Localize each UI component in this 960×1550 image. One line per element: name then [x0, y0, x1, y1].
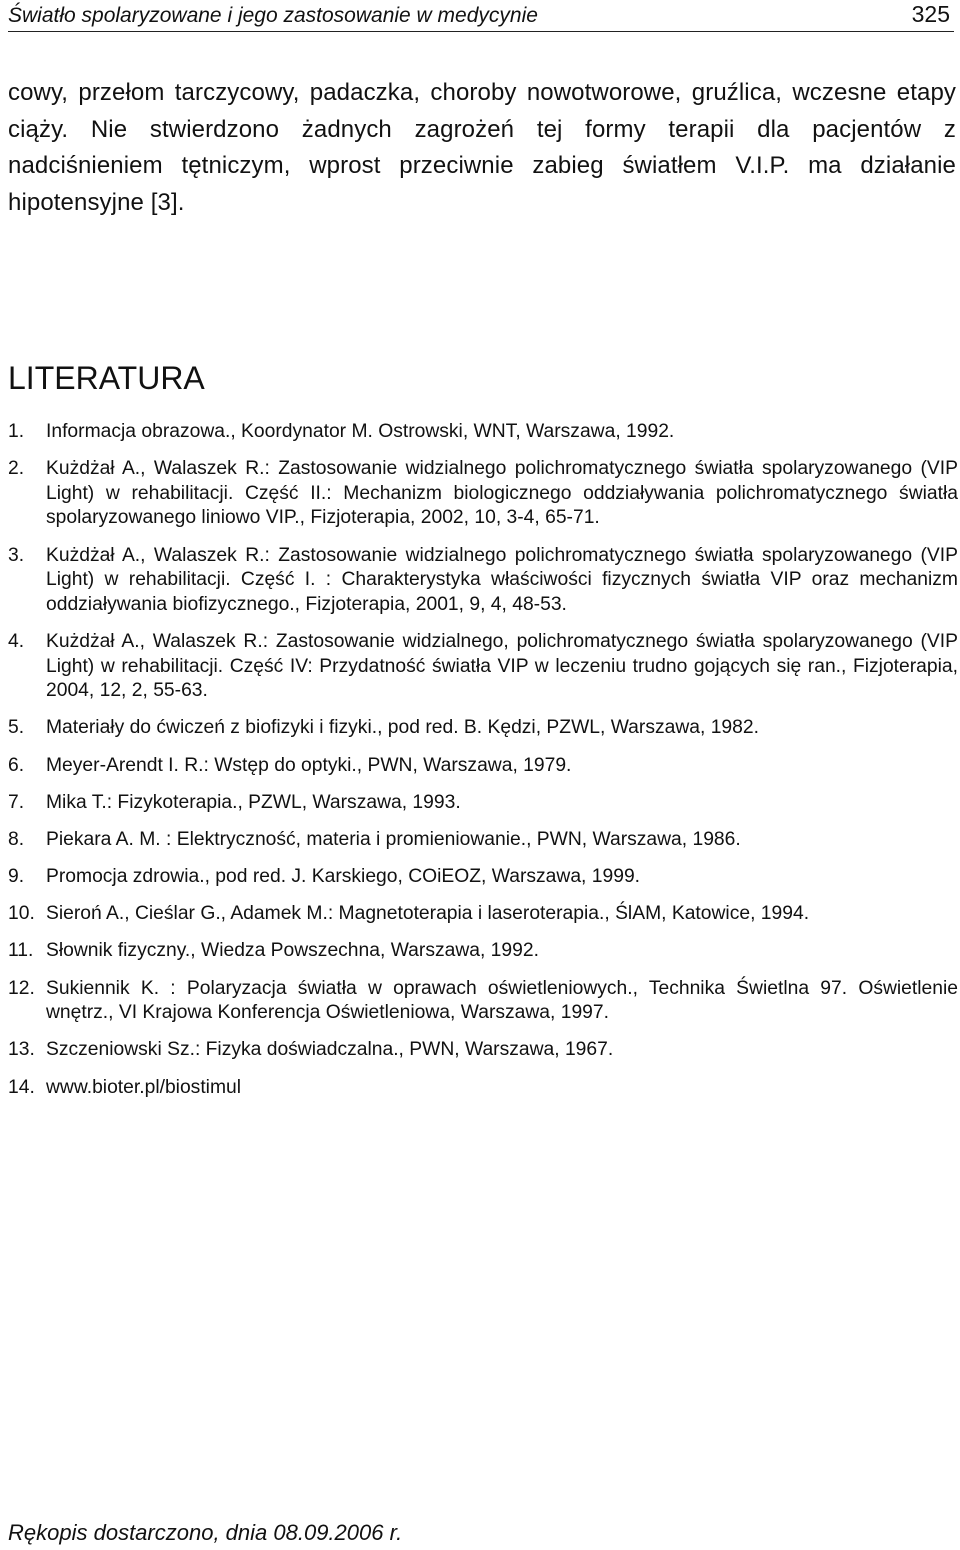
- reference-number: 6.: [8, 754, 25, 776]
- reference-item: [8, 420, 958, 445]
- reference-text: Szczeniowski Sz.: Fizyka doświadczalna., PWN, Warszawa, 1967.: [46, 1039, 614, 1061]
- reference-text: Mika T.: Fizykoterapia., PZWL, Warszawa, 1993.: [46, 791, 461, 813]
- running-title: Światło spolaryzowane i jego zastosowanie w medycynie: [8, 4, 538, 27]
- reference-number: 9.: [8, 866, 25, 888]
- reference-text: Piekara A. M. : Elektryczność, materia i promieniowanie., PWN, Warszawa, 1986.: [46, 828, 741, 850]
- reference-item: [8, 865, 958, 890]
- reference-number: 3.: [8, 544, 25, 566]
- reference-text: Kużdżał A., Walaszek R.: Zastosowanie widzialnego polichromatycznego światła spolaryzowanego (VIP Light) w rehabilitacji. Część II.: Mechanizm biologicznego oddziaływania polichromatycznego światła spolaryzowanego liniowo VIP., Fizjoterapia, 2002, 10, 3-4, 65-71.: [46, 458, 958, 529]
- reference-item: [8, 939, 958, 964]
- reference-text: Kużdżał A., Walaszek R.: Zastosowanie widzialnego polichromatycznego światła spolaryzowanego (VIP Light) w rehabilitacji. Część I. : Charakterystyka właściwości fizycznych światła VIP oraz mechanizm oddziaływania biofizycznego., Fizjoterapia, 2001, 9, 4, 48-53.: [46, 544, 958, 615]
- reference-number: 10.: [8, 903, 35, 925]
- references-list: [8, 420, 958, 1113]
- reference-item: [8, 1076, 958, 1101]
- reference-item: [8, 828, 958, 853]
- page-header: [8, 0, 952, 30]
- body-paragraph: cowy, przełom tarczycowy, padaczka, choroby nowotworowe, gruźlica, wczesne etapy ciąży. Nie stwierdzono żadnych zagrożeń tej formy terapii dla pacjentów z nadciśnieniem tętniczym, wprost przeciwnie zabieg światłem V.I.P. ma działanie hipotensyjne [3].: [8, 79, 956, 216]
- reference-text: Sieroń A., Cieślar G., Adamek M.: Magnetoterapia i laseroterapia., ŚlAM, Katowice, 1994.: [46, 903, 810, 925]
- reference-item: [8, 791, 958, 816]
- reference-item: [8, 977, 958, 1026]
- reference-number: 1.: [8, 421, 25, 442]
- header-rule: [8, 31, 954, 32]
- page-number: 325: [911, 1, 950, 27]
- reference-item: [8, 544, 958, 618]
- reference-number: 12.: [8, 977, 35, 999]
- reference-text: www.bioter.pl/biostimul: [46, 1076, 242, 1098]
- reference-text: Słownik fizyczny., Wiedza Powszechna, Warszawa, 1992.: [46, 940, 539, 962]
- reference-text: Kużdżał A., Walaszek R.: Zastosowanie widzialnego, polichromatycznego światła spolaryzowanego (VIP Light) w rehabilitacji. Część IV: Przydatność światła VIP w leczeniu trudno gojących się ran., Fizjoterapia, 2004, 12, 2, 55-63.: [46, 630, 958, 702]
- reference-number: 5.: [8, 717, 25, 739]
- reference-number: 11.: [8, 940, 34, 962]
- references-heading: LITERATURA: [8, 360, 205, 396]
- reference-text: Sukiennik K. : Polaryzacja światła w oprawach oświetleniowych., Technika Świetlna 97. Oświetlenie wnętrz., VI Krajowa Konferencja Oświetleniowa, Warszawa, 1997.: [46, 977, 958, 1024]
- manuscript-received-note: Rękopis dostarczono, dnia 08.09.2006 r.: [8, 1520, 403, 1545]
- reference-item: [8, 902, 958, 927]
- reference-number: 7.: [8, 791, 25, 813]
- reference-number: 14.: [8, 1076, 35, 1098]
- reference-text: Informacja obrazowa., Koordynator M. Ostrowski, WNT, Warszawa, 1992.: [46, 421, 675, 442]
- reference-number: 13.: [8, 1039, 35, 1061]
- reference-number: 4.: [8, 630, 25, 652]
- reference-item: [8, 1038, 958, 1063]
- reference-text: Meyer-Arendt I. R.: Wstęp do optyki., PWN, Warszawa, 1979.: [46, 754, 572, 776]
- reference-item: [8, 630, 958, 704]
- reference-item: [8, 457, 958, 531]
- reference-number: 8.: [8, 828, 25, 850]
- reference-item: [8, 754, 958, 779]
- reference-text: Promocja zdrowia., pod red. J. Karskiego, COiEOZ, Warszawa, 1999.: [46, 866, 641, 888]
- reference-item: [8, 716, 958, 741]
- reference-text: Materiały do ćwiczeń z biofizyki i fizyki., pod red. B. Kędzi, PZWL, Warszawa, 1982.: [46, 717, 759, 739]
- reference-number: 2.: [8, 458, 25, 480]
